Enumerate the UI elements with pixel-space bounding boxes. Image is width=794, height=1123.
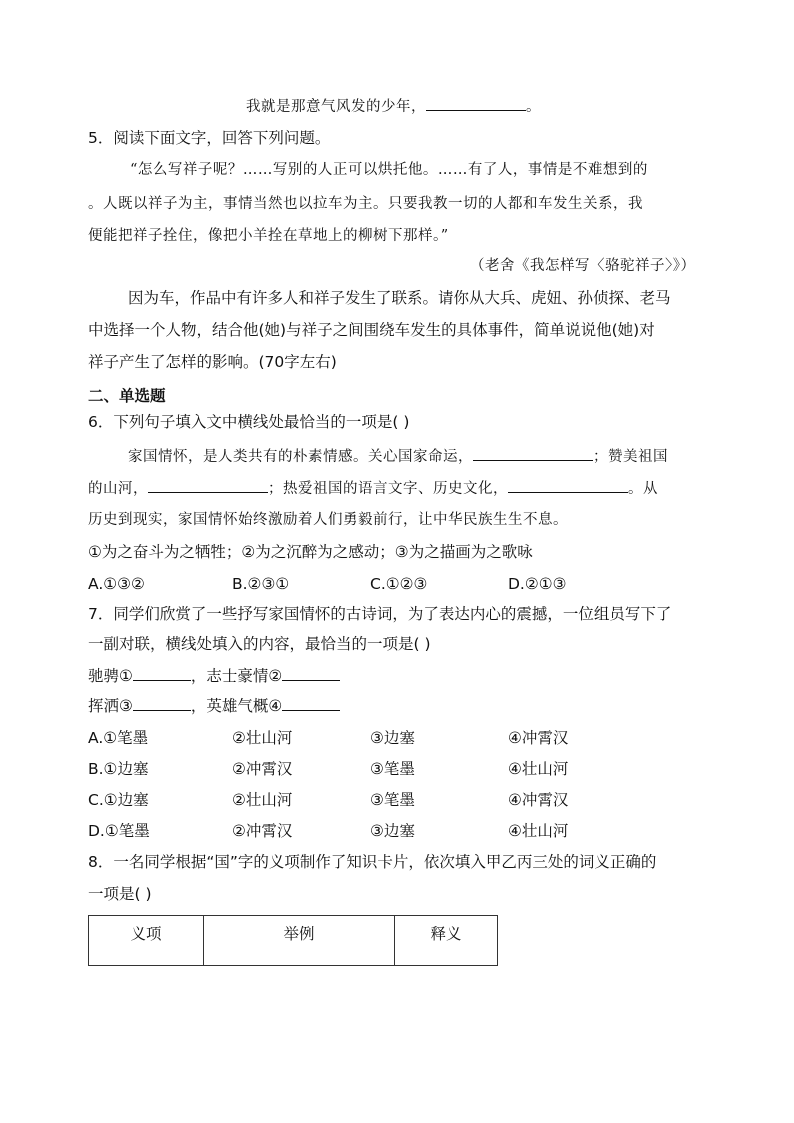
answer-blank[interactable] — [282, 696, 340, 711]
q7-option-a-3: ③边塞 — [370, 729, 415, 747]
q5-quote-line2: 。人既以祥子为主，事情当然也以拉车为主。只要我教一切的人都和车发生关系，我 — [88, 196, 643, 212]
q7-option-b-3: ③笔墨 — [370, 760, 415, 778]
q6-passage-line3: 历史到现实，家国情怀始终激励着人们勇毅前行，让中华民族生生不息。 — [88, 512, 568, 528]
q6-p1a: 家国情怀，是人类共有的朴素情感。关心国家命运， — [128, 449, 473, 465]
q6-passage-line1 — [128, 446, 668, 467]
meaning-table — [88, 915, 498, 966]
table-header-cell: 举例 — [204, 916, 395, 966]
q7-option-c-3: ③笔墨 — [370, 791, 415, 809]
q7-c1b: ，志士豪情② — [190, 667, 283, 685]
q5-source: （老舍《我怎样写〈骆驼祥子〉》） — [470, 258, 696, 274]
q4-tail-line — [246, 96, 541, 117]
q7-couplet-line1 — [88, 666, 340, 686]
q5-task-line3: 祥子产生了怎样的影响。(70字左右) — [88, 353, 337, 371]
table-header-cell: 释义 — [395, 916, 498, 966]
q7-option-c-4: ④冲霄汉 — [508, 791, 569, 809]
q7-option-a-2: ②壮山河 — [232, 729, 293, 747]
q7-option-a-1[interactable]: A.①笔墨 — [88, 729, 149, 747]
q6-stem: 6．下列句子填入文中横线处最恰当的一项是( ) — [88, 413, 410, 431]
q7-option-b-2: ②冲霄汉 — [232, 760, 293, 778]
q7-c2a: 挥洒③ — [88, 697, 133, 715]
q7-option-d-3: ③边塞 — [370, 822, 415, 840]
q7-c2b: ，英雄气概④ — [190, 697, 283, 715]
q8-stem-line2: 一项是( ) — [88, 885, 152, 903]
table-header-row — [89, 916, 498, 966]
answer-blank[interactable] — [133, 666, 191, 681]
q6-option-b[interactable]: B.②③① — [232, 575, 290, 593]
q6-p2b: ；热爱祖国的语言文字、历史文化， — [268, 481, 508, 497]
q6-p2a: 的山河， — [88, 481, 148, 497]
q7-option-d-2: ②冲霄汉 — [232, 822, 293, 840]
answer-blank[interactable] — [426, 96, 526, 111]
q6-option-c[interactable]: C.①②③ — [370, 575, 428, 593]
q5-quote-line1: “怎么写祥子呢？……写别的人正可以烘托他。……有了人，事情是不难想到的 — [130, 162, 648, 178]
section-title: 二、单选题 — [88, 387, 166, 405]
q6-passage-line2 — [88, 478, 658, 499]
q6-items: ①为之奋斗为之牺牲；②为之沉醉为之感动；③为之描画为之歌咏 — [88, 543, 533, 561]
q7-option-a-4: ④冲霄汉 — [508, 729, 569, 747]
answer-blank[interactable] — [133, 696, 191, 711]
answer-blank[interactable] — [473, 446, 593, 461]
q6-p1b: ；赞美祖国 — [593, 449, 668, 465]
q7-c1a: 驰骋① — [88, 667, 133, 685]
answer-blank[interactable] — [148, 478, 268, 493]
q7-stem-line2: 一副对联，横线处填入的内容，最恰当的一项是( ) — [88, 635, 431, 653]
q5-task-line2: 中选择一个人物，结合他(她)与祥子之间围绕车发生的具体事件，简单说说他(她)对 — [88, 321, 655, 339]
q6-p2c: 。从 — [628, 481, 658, 497]
q7-option-b-4: ④壮山河 — [508, 760, 569, 778]
q7-couplet-line2 — [88, 696, 340, 716]
q7-option-c-1[interactable]: C.①边塞 — [88, 791, 149, 809]
q4-tail-text: 我就是那意气风发的少年， — [246, 99, 426, 115]
q7-option-b-1[interactable]: B.①边塞 — [88, 760, 149, 778]
q8-stem-line1: 8．一名同学根据“国”字的义项制作了知识卡片，依次填入甲乙丙三处的词义正确的 — [88, 853, 657, 871]
answer-blank[interactable] — [282, 666, 340, 681]
q6-option-d[interactable]: D.②①③ — [508, 575, 567, 593]
answer-blank[interactable] — [508, 478, 628, 493]
q5-quote-line3: 便能把祥子拴住，像把小羊拴在草地上的柳树下那样。” — [88, 228, 449, 244]
q4-tail-end: 。 — [526, 99, 541, 115]
q7-stem-line1: 7．同学们欣赏了一些抒写家国情怀的古诗词，为了表达内心的震撼，一位组员写下了 — [88, 605, 672, 623]
q6-option-a[interactable]: A.①③② — [88, 575, 145, 593]
q5-stem: 5．阅读下面文字，回答下列问题。 — [88, 129, 331, 147]
q7-option-d-4: ④壮山河 — [508, 822, 569, 840]
q7-option-c-2: ②壮山河 — [232, 791, 293, 809]
q5-task-line1: 因为车，作品中有许多人和祥子发生了联系。请你从大兵、虎妞、孙侦探、老马 — [128, 289, 671, 307]
table-header-cell: 义项 — [89, 916, 204, 966]
q7-option-d-1[interactable]: D.①笔墨 — [88, 822, 150, 840]
